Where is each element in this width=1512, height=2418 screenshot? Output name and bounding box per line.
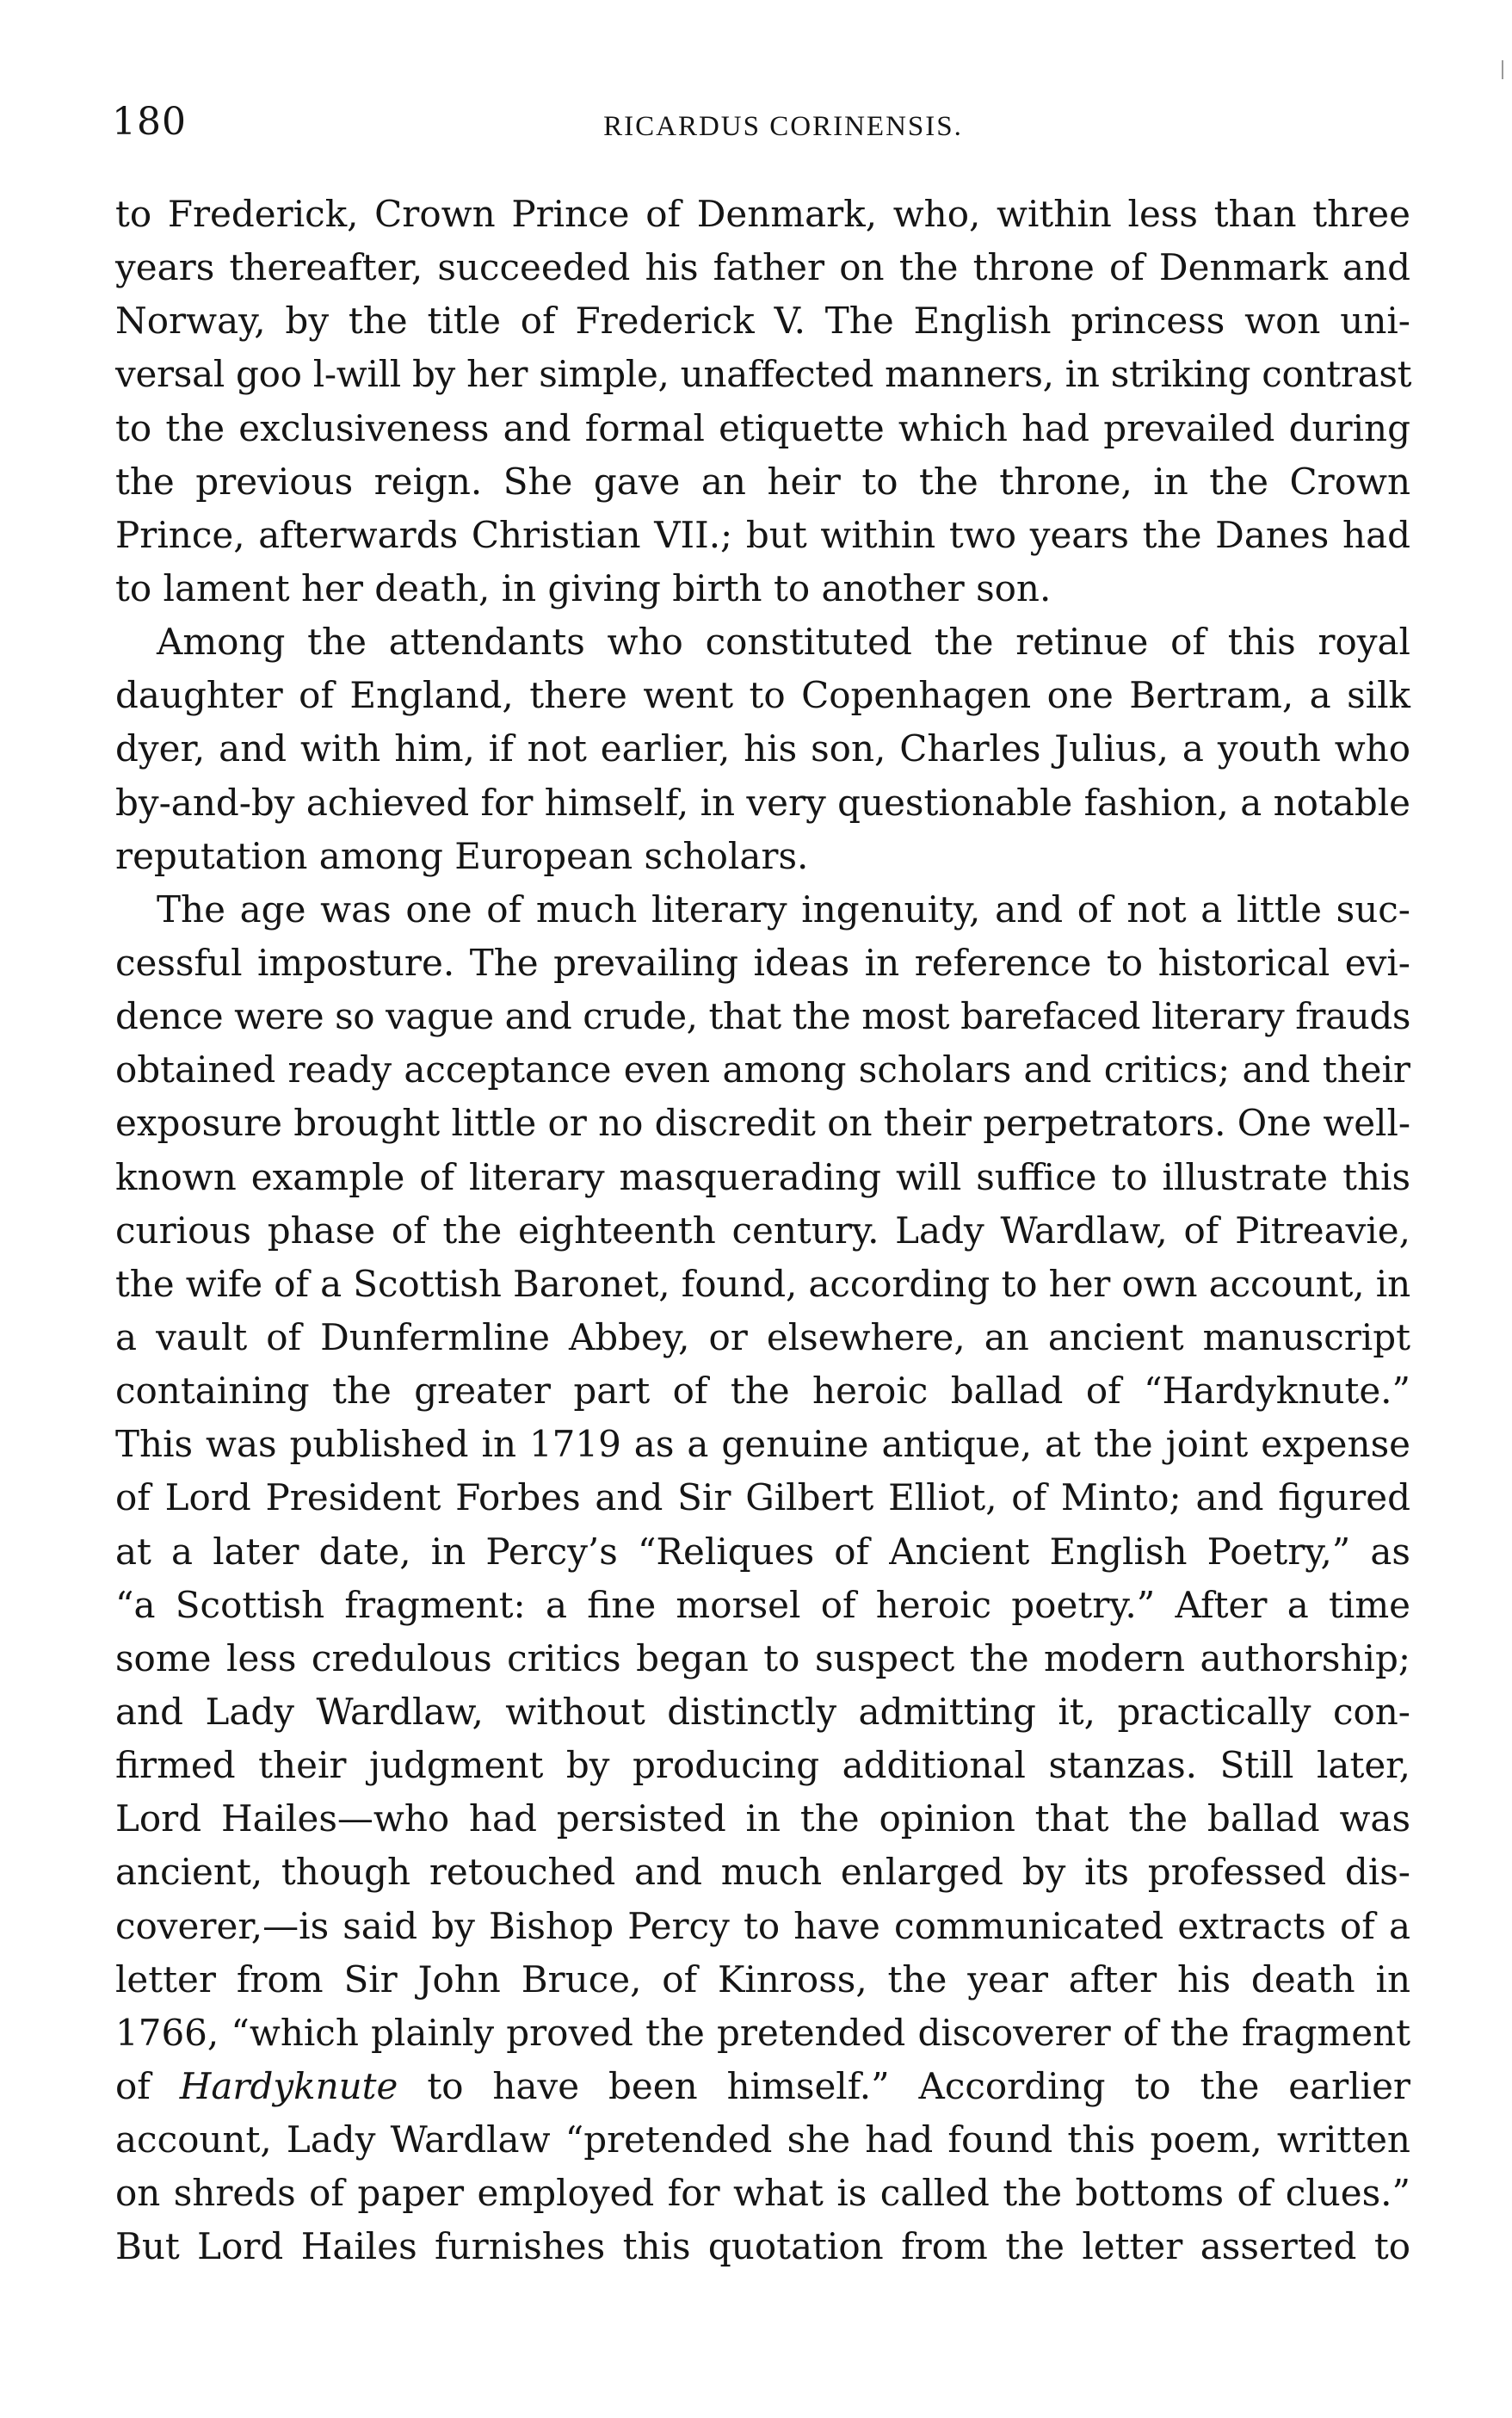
text-line: obtained ready acceptance even among scholars and critics; and their	[115, 1048, 1410, 1092]
text-line: But Lord Hailes furnishes this quotation from the letter asserted to	[115, 2225, 1410, 2268]
text-line: curious phase of the eighteenth century. Lady Wardlaw, of Pitreavie,	[115, 1209, 1410, 1252]
text-line: and Lady Wardlaw, without distinctly admitting it, practically con-	[115, 1690, 1410, 1733]
text-line: cessful imposture. The prevailing ideas in reference to historical evi-	[115, 941, 1410, 984]
text-line: firmed their judgment by producing additional stanzas. Still later,	[115, 1744, 1410, 1787]
body-text	[115, 188, 1410, 2273]
text-line: known example of literary masquerading will suffice to illustrate this	[115, 1155, 1410, 1198]
text-line: account, Lady Wardlaw “pretended she had found this poem, written	[115, 2118, 1410, 2161]
text-line: Norway, by the title of Frederick V. The English princess won uni-	[115, 300, 1410, 343]
text-line: years thereafter, succeeded his father on the throne of Denmark and	[115, 246, 1410, 289]
text-line: “a Scottish fragment: a fine morsel of heroic poetry.” After a time	[115, 1583, 1410, 1626]
text-line: The age was one of much literary ingenuity, and of not a little suc-	[157, 887, 1410, 931]
text-line: dyer, and with him, if not earlier, his son, Charles Julius, a youth who	[115, 727, 1410, 770]
text-line: a vault of Dunfermline Abbey, or elsewhere, an ancient manuscript	[115, 1315, 1410, 1358]
text-line: This was published in 1719 as a genuine antique, at the joint expense	[115, 1423, 1410, 1466]
text-line: containing the greater part of the heroic ballad of “Hardyknute.”	[115, 1370, 1410, 1413]
running-title: RICARDUS CORINENSIS.	[603, 111, 963, 142]
text-line: some less credulous critics began to suspect the modern authorship;	[115, 1636, 1410, 1679]
text-line: Prince, afterwards Christian VII.; but within two years the Danes had	[115, 513, 1410, 556]
text-line: coverer,—is said by Bishop Percy to have communicated extracts of a	[115, 1904, 1410, 1947]
text-line: letter from Sir John Bruce, of Kinross, the year after his death in	[115, 1957, 1410, 2001]
text-line: exposure brought little or no discredit on their perpetrators. One well-	[115, 1102, 1411, 1145]
text-line: reputation among European scholars.	[115, 834, 809, 877]
text-line: ancient, though retouched and much enlarged by its professed dis-	[115, 1851, 1410, 1894]
text-line: the wife of a Scottish Baronet, found, according to her own account, in	[115, 1262, 1411, 1305]
text-line: at a later date, in Percy’s “Reliques of Ancient English Poetry,” as	[115, 1530, 1410, 1573]
text-line: to the exclusiveness and formal etiquette which had prevailed during	[115, 406, 1410, 449]
text-line: dence were so vague and crude, that the most barefaced literary frauds	[115, 995, 1411, 1038]
text-line: on shreds of paper employed for what is called the bottoms of clues.”	[115, 2172, 1410, 2215]
text-line: of Hardyknute to have been himself.” According to the earlier	[115, 2064, 1410, 2107]
text-line: of Lord President Forbes and Sir Gilbert Elliot, of Minto; and figured	[115, 1476, 1410, 1519]
italic-title: Hardyknute	[179, 2064, 398, 2107]
text-line: to Frederick, Crown Prince of Denmark, who, within less than three	[115, 193, 1410, 235]
text-line: versal goo l-will by her simple, unaffected manners, in striking contrast	[115, 353, 1412, 396]
page-header	[112, 96, 1411, 157]
text-line: Among the attendants who constituted the retinue of this royal	[157, 621, 1410, 664]
text-line: 1766, “which plainly proved the pretended discoverer of the fragment	[115, 2011, 1410, 2054]
text-line: to lament her death, in giving birth to another son.	[115, 566, 1052, 609]
text-line: daughter of England, there went to Copenhagen one Bertram, a silk	[115, 674, 1410, 717]
text-line: Lord Hailes—who had persisted in the opinion that the ballad was	[115, 1797, 1410, 1840]
text-line: the previous reign. She gave an heir to the throne, in the Crown	[115, 460, 1410, 503]
page-number: 180	[112, 100, 187, 144]
scan-edge-mark	[1502, 60, 1503, 79]
text-line: by-and-by achieved for himself, in very questionable fashion, a notable	[115, 781, 1410, 824]
